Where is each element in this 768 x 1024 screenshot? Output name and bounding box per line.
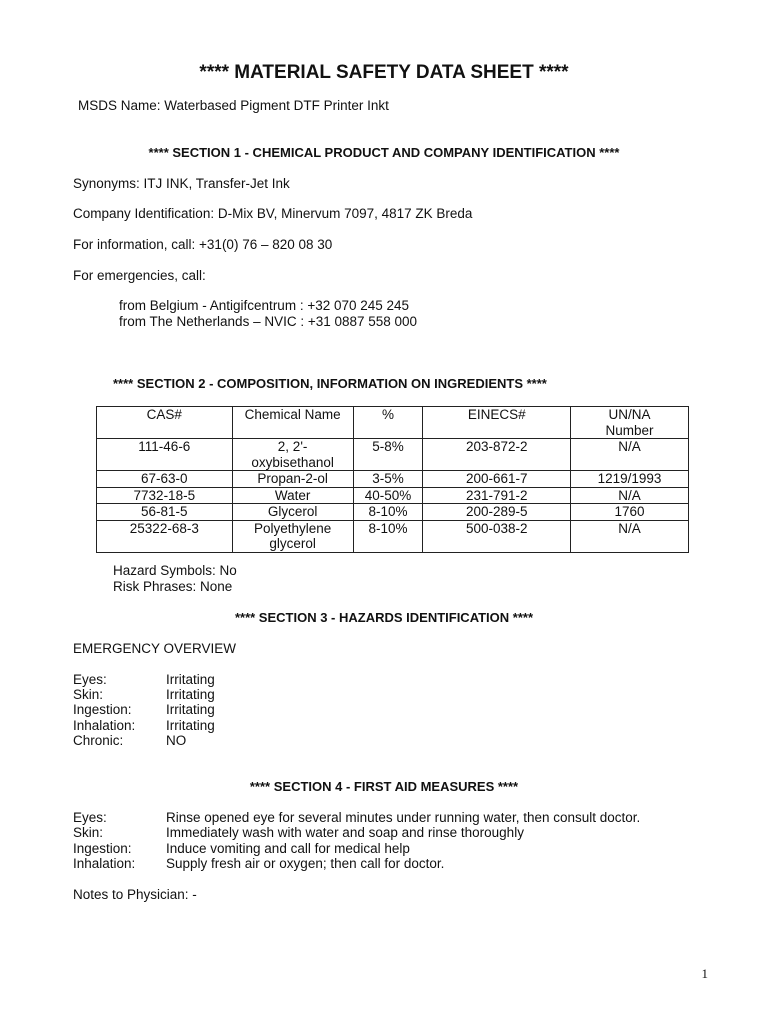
header-un-na-number: UN/NA Number (571, 407, 689, 439)
header-chemical-name: Chemical Name (232, 407, 353, 439)
cell-chemical-name: 2, 2'-oxybisethanol (232, 439, 353, 471)
cell-percent: 3-5% (353, 471, 423, 488)
first-aid-eyes (73, 810, 640, 826)
company-identification: Company Identification: D-Mix BV, Minervum 7097, 4817 ZK Breda (73, 206, 473, 221)
cell-chemical-name: Propan-2-ol (232, 471, 353, 488)
header-einecs: EINECS# (423, 407, 571, 439)
table-row (97, 487, 689, 504)
document-title: **** MATERIAL SAFETY DATA SHEET **** (199, 62, 569, 83)
cell-einecs: 500-038-2 (423, 520, 571, 552)
hazard-value: NO (166, 733, 187, 748)
cell-chemical-name: Water (232, 487, 353, 504)
cell-un-na: 1760 (571, 504, 689, 521)
cell-percent: 5-8% (353, 439, 423, 471)
hazard-item-eyes (73, 672, 215, 688)
notes-to-physician: Notes to Physician: - (73, 887, 197, 902)
hazard-symbols: Hazard Symbols: No (113, 563, 237, 578)
hazard-value: Irritating (166, 702, 215, 717)
cell-un-na: 1219/1993 (571, 471, 689, 488)
cell-un-na: N/A (571, 439, 689, 471)
hazard-label: Inhalation: (73, 718, 136, 733)
cell-cas: 7732-18-5 (97, 487, 233, 504)
cell-un-na: N/A (571, 487, 689, 504)
section-4-heading: **** SECTION 4 - FIRST AID MEASURES **** (249, 779, 519, 794)
emergency-netherlands: from The Netherlands – NVIC : +31 0887 558 000 (119, 314, 418, 329)
first-aid-ingestion (73, 841, 410, 857)
cell-cas: 67-63-0 (97, 471, 233, 488)
section-2-heading: **** SECTION 2 - COMPOSITION, INFORMATION ON INGREDIENTS **** (113, 376, 547, 391)
page-number: 1 (701, 966, 708, 981)
first-aid-skin (73, 825, 524, 841)
cell-cas: 56-81-5 (97, 504, 233, 521)
cell-percent: 8-10% (353, 504, 423, 521)
hazard-value: Irritating (166, 672, 215, 687)
first-aid-value: Induce vomiting and call for medical help (166, 841, 410, 856)
synonyms: Synonyms: ITJ INK, Transfer-Jet Ink (73, 176, 290, 191)
header-cas: CAS# (97, 407, 233, 439)
table-row (97, 471, 689, 488)
cell-einecs: 203-872-2 (423, 439, 571, 471)
cell-cas: 25322-68-3 (97, 520, 233, 552)
cell-chemical-name: Glycerol (232, 504, 353, 521)
first-aid-inhalation (73, 856, 444, 872)
first-aid-label: Inhalation: (73, 856, 136, 871)
table-row (97, 439, 689, 471)
hazard-item-inhalation (73, 718, 215, 734)
first-aid-value: Immediately wash with water and soap and rinse thoroughly (166, 825, 524, 840)
first-aid-label: Skin: (73, 825, 104, 840)
msds-name: MSDS Name: Waterbased Pigment DTF Printer Inkt (78, 98, 389, 113)
cell-einecs: 200-289-5 (423, 504, 571, 521)
emergency-belgium: from Belgium - Antigifcentrum : +32 070 245 245 (119, 298, 410, 313)
hazard-item-ingestion (73, 702, 215, 718)
hazard-item-chronic (73, 733, 186, 749)
risk-phrases: Risk Phrases: None (113, 579, 233, 594)
hazard-value: Irritating (166, 687, 215, 702)
hazard-label: Skin: (73, 687, 104, 702)
section-3-heading: **** SECTION 3 - HAZARDS IDENTIFICATION **** (234, 610, 534, 625)
hazard-label: Ingestion: (73, 702, 132, 717)
emergencies-label: For emergencies, call: (73, 268, 206, 283)
cell-percent: 40-50% (353, 487, 423, 504)
table-header-row (97, 407, 689, 439)
hazard-label: Chronic: (73, 733, 124, 748)
first-aid-label: Eyes: (73, 810, 107, 825)
cell-einecs: 200-661-7 (423, 471, 571, 488)
information-phone: For information, call: +31(0) 76 – 820 08 30 (73, 237, 333, 252)
hazard-label: Eyes: (73, 672, 107, 687)
cell-einecs: 231-791-2 (423, 487, 571, 504)
first-aid-value: Supply fresh air or oxygen; then call for doctor. (166, 856, 445, 871)
cell-cas: 111-46-6 (97, 439, 233, 471)
cell-chemical-name: Polyethylene glycerol (232, 520, 353, 552)
emergency-overview: EMERGENCY OVERVIEW (73, 641, 237, 656)
cell-un-na: N/A (571, 520, 689, 552)
composition-table (96, 406, 689, 553)
table-row (97, 520, 689, 552)
first-aid-label: Ingestion: (73, 841, 132, 856)
header-percent: % (353, 407, 423, 439)
section-1-heading: **** SECTION 1 - CHEMICAL PRODUCT AND COMPANY IDENTIFICATION **** (148, 145, 620, 160)
hazard-item-skin (73, 687, 215, 703)
cell-percent: 8-10% (353, 520, 423, 552)
hazard-value: Irritating (166, 718, 215, 733)
first-aid-value: Rinse opened eye for several minutes under running water, then consult doctor. (166, 810, 641, 825)
table-row (97, 504, 689, 521)
